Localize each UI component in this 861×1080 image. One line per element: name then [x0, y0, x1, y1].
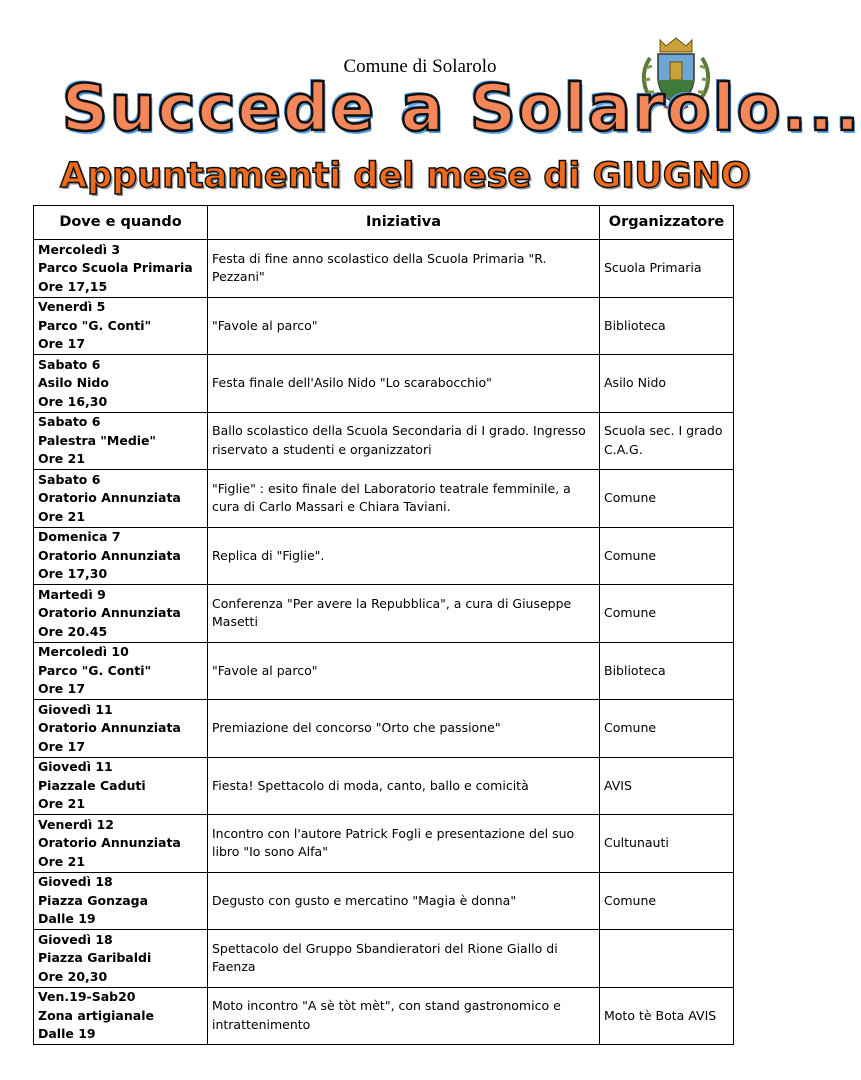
event-when-cell [34, 930, 208, 988]
event-when-line: Oratorio Annunziata [38, 720, 181, 735]
event-organizer-cell: Comune [600, 470, 734, 528]
table-row [34, 297, 734, 355]
event-when-line: Mercoledì 10 [38, 644, 129, 659]
table-row [34, 585, 734, 643]
event-when-line: Sabato 6 [38, 471, 101, 487]
event-when-line: Ore 17 [38, 681, 86, 696]
column-header-when: Dove e quando [34, 206, 208, 240]
event-when-line: Dalle 19 [38, 911, 96, 926]
event-organizer-cell: Comune [600, 527, 734, 585]
event-organizer-cell: Biblioteca [600, 642, 734, 700]
event-when-line: Venerdì 5 [38, 299, 106, 314]
event-when-line: Giovedì 11 [38, 701, 113, 717]
table-row [34, 240, 734, 298]
event-organizer-cell: Moto tè Bota AVIS [600, 987, 734, 1045]
event-when-line: Giovedì 11 [38, 759, 113, 774]
event-description-cell: Spettacolo del Gruppo Sbandieratori del Rione Giallo di Faenza [208, 930, 600, 988]
event-when-line: Ore 20.45 [38, 623, 108, 639]
event-when-cell [34, 585, 208, 643]
column-header-organizer: Organizzatore [600, 206, 734, 240]
event-when-line: Asilo Nido [38, 375, 109, 390]
event-description-cell: Premiazione del concorso "Orto che passione" [208, 700, 600, 758]
event-organizer-cell: Biblioteca [600, 297, 734, 355]
event-when-line: Domenica 7 [38, 529, 121, 544]
event-when-line: Parco Scuola Primaria [38, 260, 193, 275]
event-when-line: Oratorio Annunziata [38, 547, 181, 563]
table-row [34, 412, 734, 470]
event-when-cell [34, 470, 208, 528]
event-when-cell [34, 240, 208, 298]
event-when-line: Oratorio Annunziata [38, 835, 181, 850]
event-organizer-cell: Comune [600, 700, 734, 758]
event-when-line: Ore 20,30 [38, 968, 108, 984]
event-when-line: Dalle 19 [38, 1026, 96, 1041]
event-when-cell [34, 815, 208, 873]
event-when-cell [34, 987, 208, 1045]
event-description-cell: Festa di fine anno scolastico della Scuola Primaria "R. Pezzani" [208, 240, 600, 298]
event-when-line: Sabato 6 [38, 414, 101, 429]
event-organizer-cell: Comune [600, 585, 734, 643]
table-row [34, 757, 734, 815]
event-organizer-cell: AVIS [600, 757, 734, 815]
table-row [34, 815, 734, 873]
event-when-cell [34, 642, 208, 700]
event-when-line: Palestra "Medie" [38, 432, 157, 448]
table-row [34, 527, 734, 585]
event-description-cell: "Favole al parco" [208, 642, 600, 700]
event-description-cell: Festa finale dell'Asilo Nido "Lo scarabocchio" [208, 355, 600, 413]
table-row [34, 355, 734, 413]
event-when-line: Ore 21 [38, 451, 86, 466]
event-when-line: Zona artigianale [38, 1007, 154, 1023]
event-when-line: Mercoledì 3 [38, 241, 121, 257]
event-when-line: Oratorio Annunziata [38, 490, 181, 505]
event-when-cell [34, 757, 208, 815]
event-when-cell [34, 412, 208, 470]
event-when-line: Ore 17,15 [38, 278, 108, 294]
event-when-cell [34, 700, 208, 758]
event-when-line: Ore 21 [38, 796, 86, 811]
event-when-line: Sabato 6 [38, 356, 101, 372]
event-organizer-cell [600, 930, 734, 988]
event-description-cell: "Favole al parco" [208, 297, 600, 355]
event-when-line: Giovedì 18 [38, 874, 113, 889]
event-when-line: Piazza Garibaldi [38, 950, 152, 965]
event-when-line: Venerdì 12 [38, 816, 114, 832]
event-description-cell: Replica di "Figlie". [208, 527, 600, 585]
event-when-line: Ore 16,30 [38, 393, 108, 409]
event-when-line: Ven.19-Sab20 [38, 989, 136, 1004]
event-when-line: Ore 17 [38, 336, 86, 351]
event-when-cell [34, 872, 208, 930]
event-organizer-cell: Scuola sec. I grado C.A.G. [600, 412, 734, 470]
event-organizer-cell: Scuola Primaria [600, 240, 734, 298]
event-organizer-cell: Asilo Nido [600, 355, 734, 413]
table-header-row [34, 206, 734, 240]
event-when-line: Ore 21 [38, 508, 86, 524]
event-when-line: Oratorio Annunziata [38, 605, 181, 620]
event-when-line: Ore 17,30 [38, 566, 108, 581]
event-when-line: Piazza Gonzaga [38, 892, 149, 908]
table-row [34, 987, 734, 1045]
event-when-cell [34, 527, 208, 585]
events-table [33, 205, 734, 1045]
event-when-cell [34, 355, 208, 413]
event-description-cell: Degusto con gusto e mercatino "Magia è donna" [208, 872, 600, 930]
event-description-cell: Ballo scolastico della Scuola Secondaria di I grado. Ingresso riservato a studenti e organizzatori [208, 412, 600, 470]
event-when-line: Giovedì 18 [38, 931, 113, 947]
event-description-cell: Incontro con l'autore Patrick Fogli e presentazione del suo libro "Io sono Alfa" [208, 815, 600, 873]
event-organizer-cell: Comune [600, 872, 734, 930]
page-subtitle: Appuntamenti del mese di GIUGNO [60, 156, 751, 196]
event-description-cell: Conferenza "Per avere la Repubblica", a cura di Giuseppe Masetti [208, 585, 600, 643]
table-row [34, 700, 734, 758]
event-description-cell: Moto incontro "A sè tòt mèt", con stand gastronomico e intrattenimento [208, 987, 600, 1045]
table-row [34, 872, 734, 930]
event-when-line: Ore 17 [38, 738, 86, 754]
event-when-cell [34, 297, 208, 355]
event-when-line: Parco "G. Conti" [38, 317, 152, 333]
event-when-line: Piazzale Caduti [38, 777, 146, 793]
table-row [34, 642, 734, 700]
event-when-line: Ore 21 [38, 853, 86, 869]
event-when-line: Parco "G. Conti" [38, 662, 152, 678]
event-when-line: Martedì 9 [38, 586, 106, 602]
table-row [34, 470, 734, 528]
column-header-event: Iniziativa [208, 206, 600, 240]
event-organizer-cell: Cultunauti [600, 815, 734, 873]
event-description-cell: "Figlie" : esito finale del Laboratorio teatrale femminile, a cura di Carlo Massari e Chiara Taviani. [208, 470, 600, 528]
table-row [34, 930, 734, 988]
page-title: Succede a Solarolo... [62, 72, 861, 146]
comune-label: Comune di Solarolo [343, 56, 497, 77]
event-description-cell: Fiesta! Spettacolo di moda, canto, ballo e comicità [208, 757, 600, 815]
